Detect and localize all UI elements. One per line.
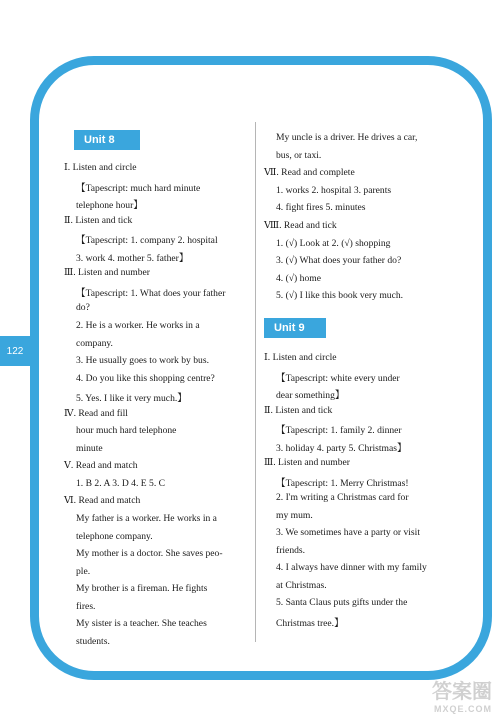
watermark-text: 答案圈 [432,681,492,703]
text-line: 3. (√) What does your father do? [276,255,402,267]
text-line: 3. holiday 4. party 5. Christmas】 [276,442,407,454]
unit-8-heading: Unit 8 [74,130,140,150]
text-line: Ⅰ. Listen and circle [264,352,337,363]
text-line: My father is a worker. He works in a [76,513,217,524]
text-line: Ⅳ. Read and fill [64,407,128,419]
text-line: 【Tapescript: 1. Merry Christmas! [276,477,409,489]
text-line: Ⅵ. Read and match [64,495,141,507]
text-line: Ⅰ. Listen and circle [64,162,137,173]
page-number: 122 [0,336,30,366]
text-line: at Christmas. [276,579,327,591]
text-line: dear something】 [276,390,345,401]
text-line: bus, or taxi. [276,149,322,161]
text-line: fires. [76,600,96,612]
text-line: Ⅴ. Read and match [64,460,138,472]
text-line: 5. (√) I like this book very much. [276,290,404,302]
text-line: my mum. [276,509,313,521]
text-line: 【Tapescript: much hard minute [76,182,201,194]
text-line: do? [76,302,90,314]
text-line: My mother is a doctor. She saves peo- [76,548,223,560]
text-line: 5. Yes. I like it very much.】 [76,393,187,405]
text-line: students. [76,635,110,647]
text-line: 4. fight fires 5. minutes [276,202,366,214]
text-line: telephone hour】 [76,200,143,212]
text-line: 3. He usually goes to work by bus. [76,355,209,367]
text-line: friends. [276,544,306,556]
text-line: 1. B 2. A 3. D 4. E 5. C [76,477,166,489]
unit-9-heading: Unit 9 [264,318,326,338]
text-line: Ⅱ. Listen and tick [64,214,133,226]
text-line: 2. He is a worker. He works in a [76,319,200,331]
text-line: Ⅲ. Listen and number [264,457,350,468]
text-line: Christmas tree.】 [276,617,344,629]
text-line: 4. Do you like this shopping centre? [76,372,215,384]
text-line: company. [76,337,113,349]
text-line: Ⅱ. Listen and tick [264,404,333,416]
text-line: ple. [76,565,91,577]
text-line: 3. We sometimes have a party or visit [276,527,420,538]
text-line: 3. work 4. mother 5. father】 [76,252,189,264]
text-line: My sister is a teacher. She teaches [76,618,207,630]
text-line: minute [76,442,103,454]
text-line: 1. (√) Look at 2. (√) shopping [276,237,391,249]
text-line: 4. I always have dinner with my family [276,562,427,573]
watermark-url: MXQE.COM [433,704,492,714]
column-divider [255,122,256,642]
text-line: 2. I'm writing a Christmas card for [276,492,409,503]
text-line: 【Tapescript: 1. family 2. dinner [276,425,402,436]
text-line: telephone company. [76,530,153,542]
text-line: hour much hard telephone [76,425,177,437]
text-line: Ⅷ. Read and tick [264,220,337,231]
text-line: 【Tapescript: white every under [276,372,400,384]
text-line: 4. (√) home [276,272,321,284]
text-line: 【Tapescript: 1. What does your father [76,287,226,299]
text-line: My brother is a fireman. He fights [76,583,208,595]
watermark-logo [402,681,492,718]
text-line: 5. Santa Claus puts gifts under the [276,597,408,608]
text-line: My uncle is a driver. He drives a car, [276,132,418,143]
text-line: 【Tapescript: 1. company 2. hospital [76,235,218,247]
text-line: 1. works 2. hospital 3. parents [276,184,392,196]
text-line: Ⅶ. Read and complete [264,167,355,179]
text-line: Ⅲ. Listen and number [64,267,150,279]
